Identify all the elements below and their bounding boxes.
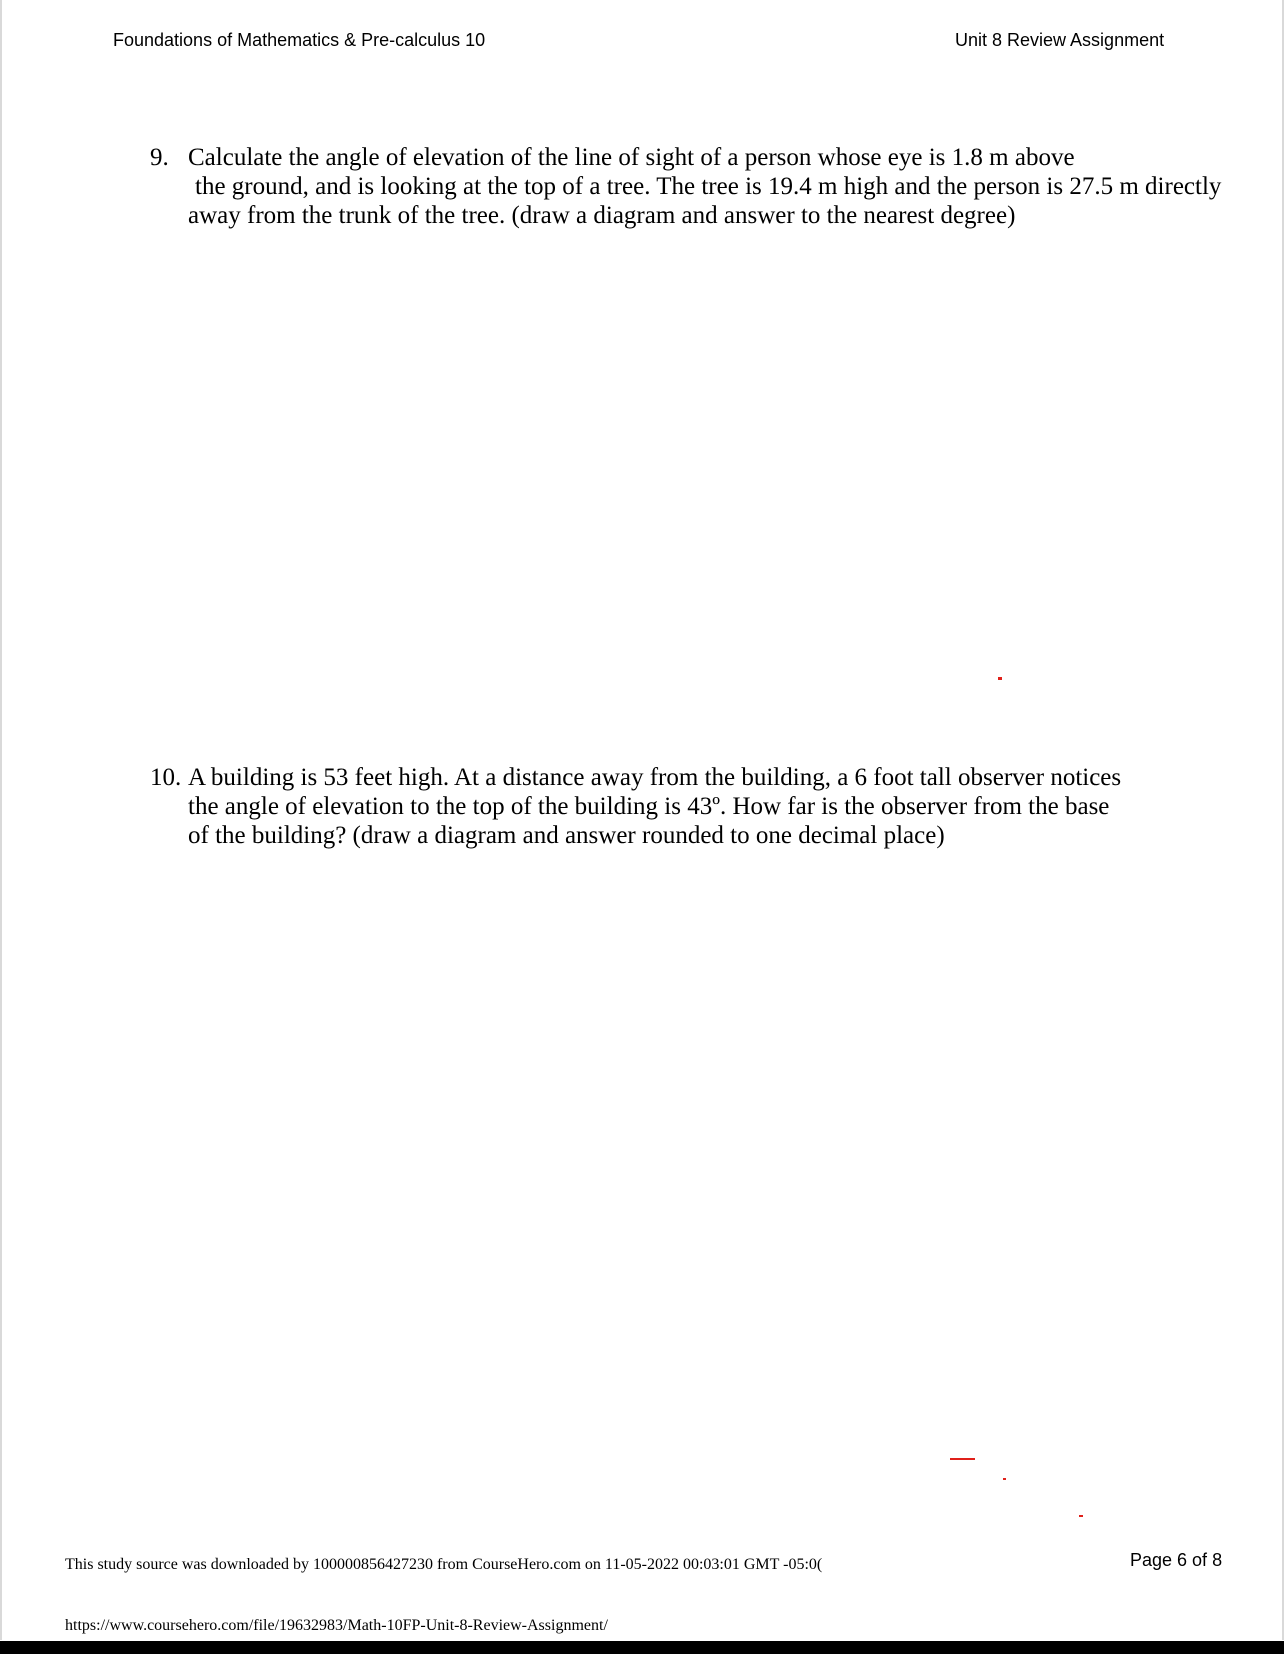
- header-course-title: Foundations of Mathematics & Pre-calculus 10: [113, 30, 486, 50]
- annotation-mark: [1003, 1478, 1006, 1480]
- question-number: 10.: [150, 764, 182, 791]
- download-source-note: This study source was downloaded by 100000856427230 from CourseHero.com on 11-05-2022 00:03:01 GMT -05:0(: [65, 1556, 823, 1573]
- question-number: 9.: [150, 144, 169, 171]
- annotation-mark: [950, 1458, 975, 1460]
- annotation-mark: [998, 677, 1002, 680]
- question-line: the angle of elevation to the top of the building is 43º. How far is the observer from the base: [188, 793, 1110, 820]
- question-line: away from the trunk of the tree. (draw a diagram and answer to the nearest degree): [188, 202, 1016, 229]
- page-border-left: [0, 0, 2, 1640]
- question-line: the ground, and is looking at the top of a tree. The tree is 19.4 m high and the person is 27.5 m directly: [195, 173, 1222, 200]
- question-line: Calculate the angle of elevation of the line of sight of a person whose eye is 1.8 m above: [188, 144, 1075, 171]
- header-unit-title: Unit 8 Review Assignment: [955, 30, 1165, 50]
- annotation-mark: [1079, 1515, 1083, 1517]
- page-number: Page 6 of 8: [1130, 1550, 1223, 1570]
- source-url: https://www.coursehero.com/file/19632983/Math-10FP-Unit-8-Review-Assignment/: [65, 1617, 608, 1634]
- question-line: A building is 53 feet high. At a distance away from the building, a 6 foot tall observer notices: [188, 764, 1122, 791]
- question-line: of the building? (draw a diagram and answer rounded to one decimal place): [188, 822, 945, 849]
- bottom-bar: [0, 1641, 1284, 1654]
